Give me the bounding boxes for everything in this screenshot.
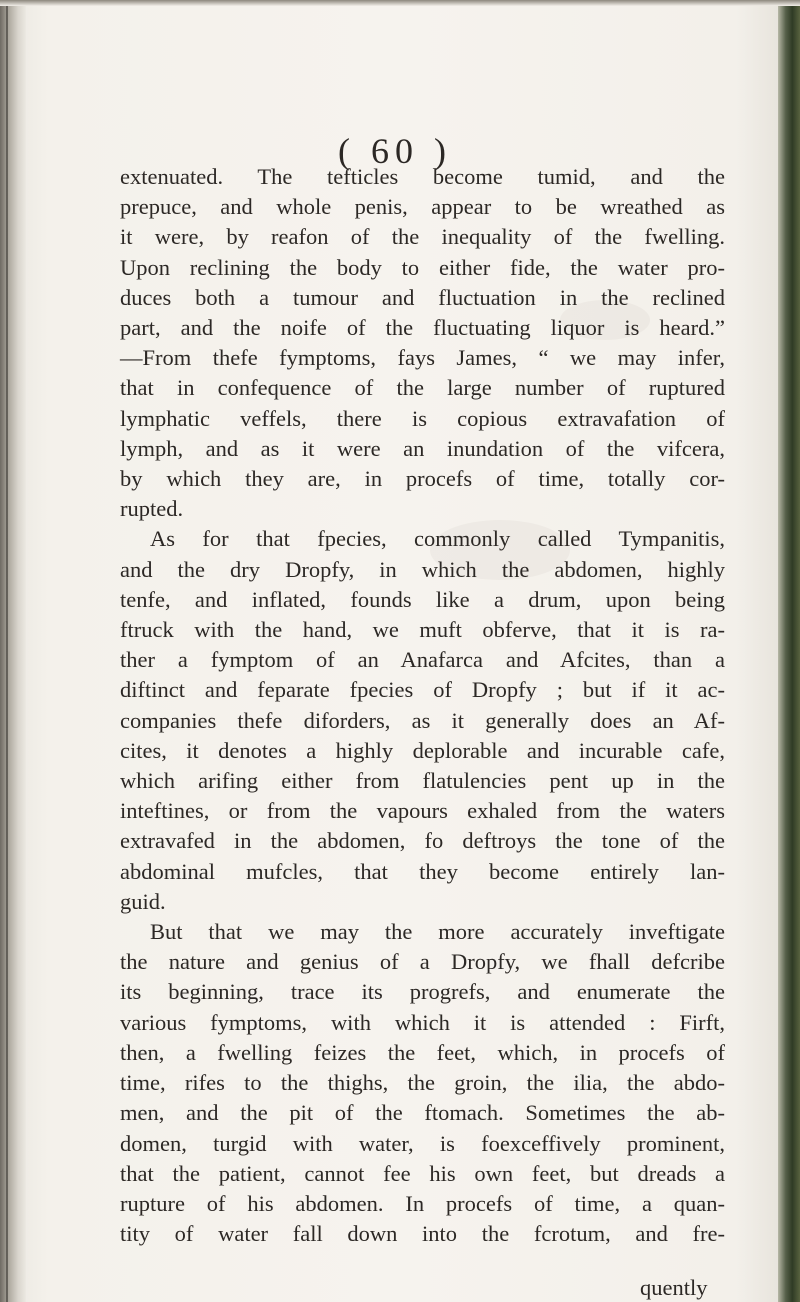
text-line: guid. bbox=[120, 888, 166, 914]
text-line: —From thefe fymptoms, fays James, “ we may infer, bbox=[120, 345, 725, 371]
text-line: prepuce, and whole penis, appear to be wreathed as bbox=[120, 194, 725, 220]
text-line: duces both a tumour and fluctuation in the reclined bbox=[120, 284, 725, 310]
text-line: tity of water fall down into the fcrotum, and fre- bbox=[120, 1221, 725, 1247]
text-line: rupture of his abdomen. In procefs of time, a quan- bbox=[120, 1190, 725, 1216]
text-line: that the patient, cannot fee his own feet, but dreads a bbox=[120, 1160, 725, 1186]
text-line: domen, turgid with water, is foexceffively prominent, bbox=[120, 1130, 725, 1156]
text-line: and the dry Dropfy, in which the abdomen, highly bbox=[120, 556, 725, 582]
text-line: diftinct and feparate fpecies of Dropfy ; but if it ac- bbox=[120, 677, 725, 703]
text-line: various fymptoms, with which it is attended : Firft, bbox=[120, 1009, 725, 1035]
text-line: then, a fwelling feizes the feet, which, in procefs of bbox=[120, 1039, 725, 1065]
text-line: time, rifes to the thighs, the groin, the ilia, the abdo- bbox=[120, 1070, 725, 1096]
text-line: rupted. bbox=[120, 496, 184, 522]
text-line: its beginning, trace its progrefs, and enumerate the bbox=[120, 979, 725, 1005]
paragraph-1 bbox=[120, 162, 725, 524]
text-line: men, and the pit of the ftomach. Sometimes the ab- bbox=[120, 1100, 725, 1126]
left-binding-edge bbox=[0, 0, 26, 1302]
text-line: part, and the noife of the fluctuating liquor is heard.” bbox=[120, 315, 725, 341]
text-line: Upon reclining the body to either fide, the water pro- bbox=[120, 254, 725, 280]
text-line: extenuated. The tefticles become tumid, and the bbox=[120, 164, 725, 189]
paragraph-3 bbox=[120, 917, 725, 1249]
text-line: ther a fymptom of an Anafarca and Afcites, than a bbox=[120, 647, 725, 673]
text-line: tenfe, and inflated, founds like a drum, upon being bbox=[120, 586, 725, 612]
text-line: which arifing either from flatulencies pent up in the bbox=[120, 768, 725, 794]
text-line: ftruck with the hand, we muft obferve, that it is ra- bbox=[120, 617, 725, 643]
text-line: by which they are, in procefs of time, totally cor- bbox=[120, 466, 725, 492]
text-line: it were, by reafon of the inequality of the fwelling. bbox=[120, 224, 725, 250]
catchword: quently bbox=[640, 1275, 708, 1300]
text-line: cites, it denotes a highly deplorable and incurable cafe, bbox=[120, 737, 725, 763]
body-text bbox=[120, 162, 725, 1249]
text-line: abdominal mufcles, that they become entirely lan- bbox=[120, 858, 725, 884]
text-line: companies thefe diforders, as it generally does an Af- bbox=[120, 707, 725, 733]
page-number: ( 60 ) bbox=[338, 131, 452, 171]
text-line: But that we may the more accurately inveftigate bbox=[150, 919, 725, 945]
text-line: the nature and genius of a Dropfy, we fhall defcribe bbox=[120, 949, 725, 975]
text-line: inteftines, or from the vapours exhaled from the waters bbox=[120, 798, 725, 824]
text-line: that in confequence of the large number of ruptured bbox=[120, 375, 725, 401]
text-line: lymph, and as it were an inundation of the vifcera, bbox=[120, 435, 725, 461]
text-line: As for that fpecies, commonly called Tympanitis, bbox=[150, 526, 725, 552]
paragraph-2 bbox=[120, 524, 725, 917]
text-line: lymphatic veffels, there is copious extravafation of bbox=[120, 405, 725, 431]
text-line: extravafed in the abdomen, fo deftroys the tone of the bbox=[120, 828, 725, 854]
right-cover-edge bbox=[778, 0, 800, 1302]
top-page-edge bbox=[0, 0, 800, 6]
